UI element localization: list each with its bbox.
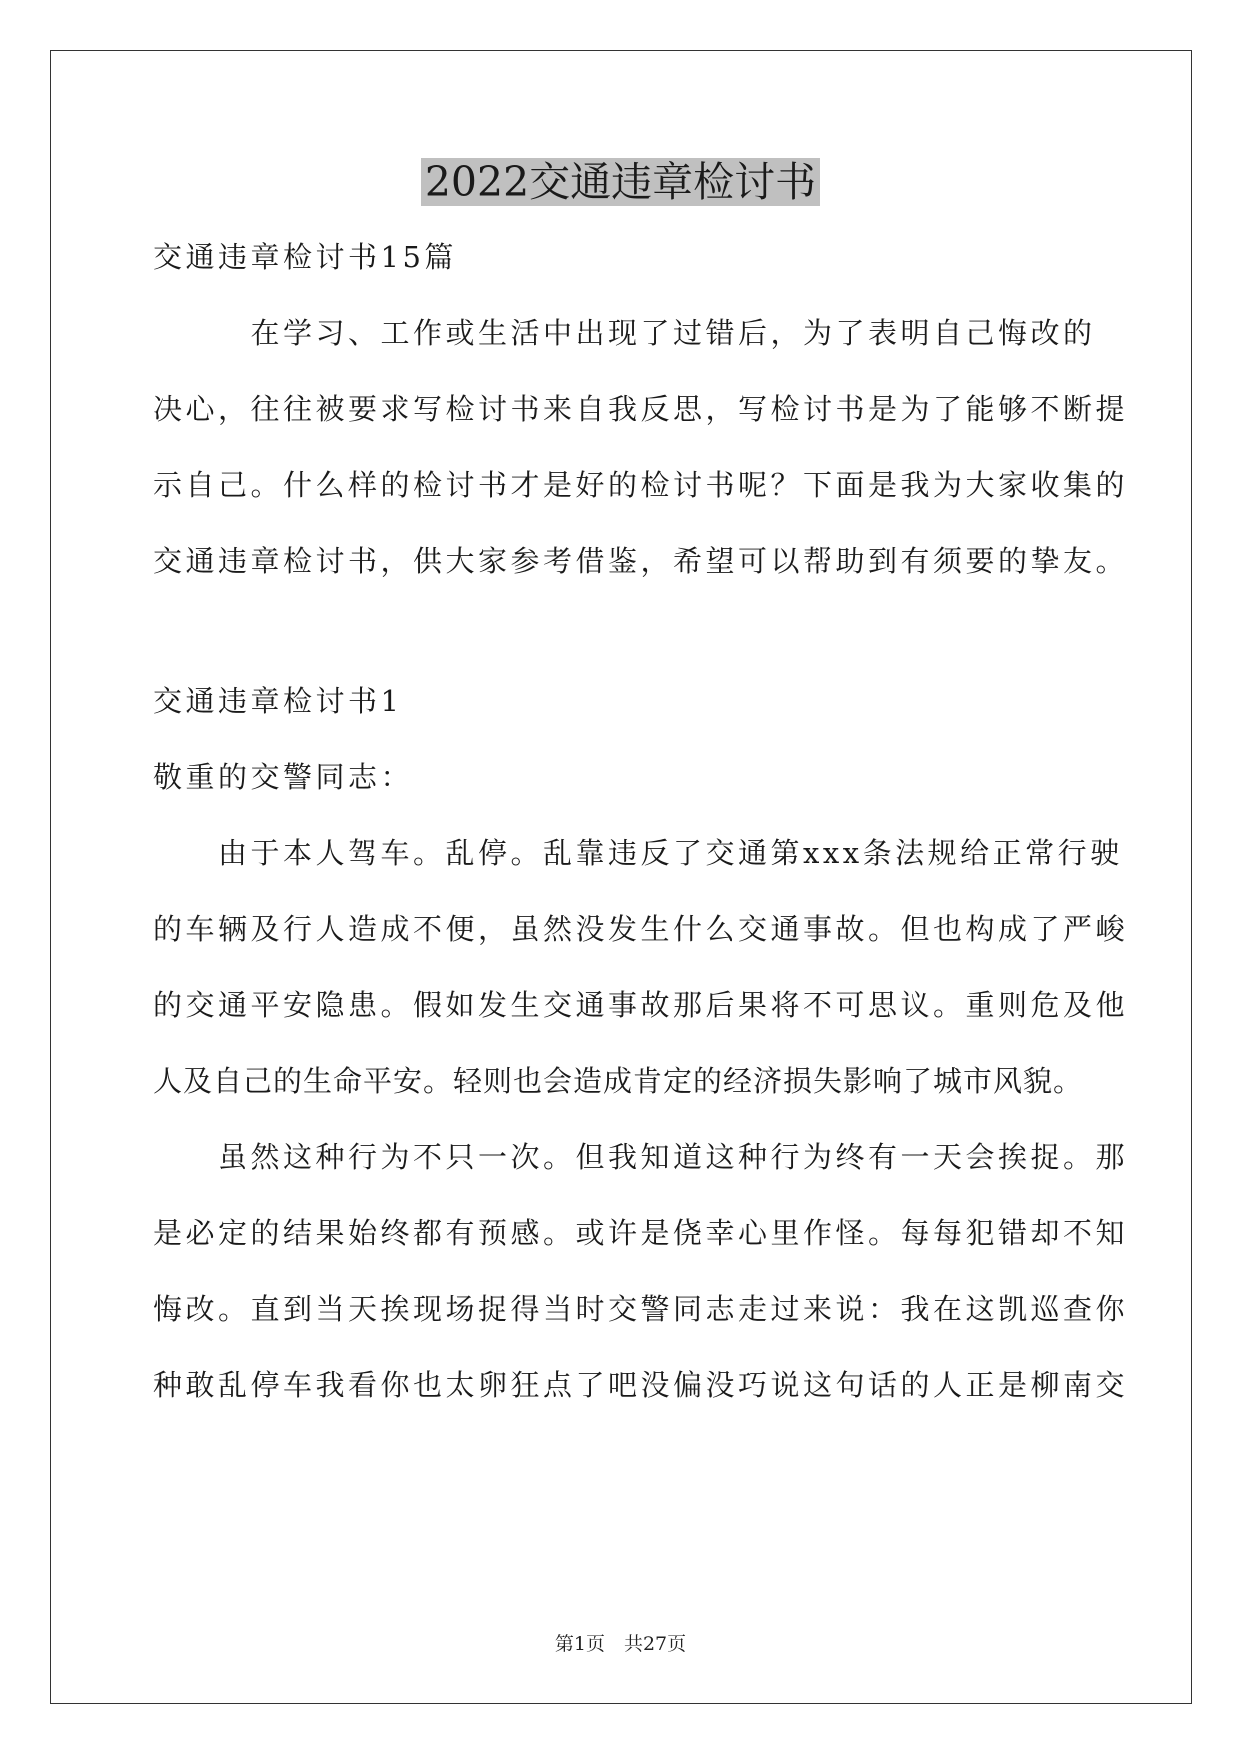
paragraph-line: 在学习、工作或生活中出现了过错后，为了表明自己悔改的 — [153, 316, 1096, 350]
paragraph-line: 是必定的结果始终都有预感。或许是侥幸心里作怪。每每犯错却不知 — [153, 1216, 1129, 1250]
paragraph-line: 决心，往往被要求写检讨书来自我反思，写检讨书是为了能够不断提 — [153, 392, 1129, 426]
document-title — [0, 152, 1241, 212]
paragraph-line: 悔改。直到当天挨现场捉得当时交警同志走过来说：我在这凯巡查你 — [153, 1292, 1129, 1326]
paragraph-line: 交通违章检讨书，供大家参考借鉴，希望可以帮助到有须要的挚友。 — [153, 544, 1129, 578]
paragraph-line: 虽然这种行为不只一次。但我知道这种行为终有一天会挨捉。那 — [153, 1140, 1129, 1174]
paragraph-line: 人及自己的生命平安。轻则也会造成肯定的经济损失影响了城市风貌。 — [153, 1064, 1084, 1098]
document-title-text: 2022交通违章检讨书 — [421, 158, 820, 206]
paragraph-line: 的交通平安隐患。假如发生交通事故那后果将不可思议。重则危及他 — [153, 988, 1129, 1022]
paragraph-line: 由于本人驾车。乱停。乱靠违反了交通第xxx条法规给正常行驶 — [153, 836, 1123, 870]
paragraph-line: 示自己。什么样的检讨书才是好的检讨书呢？下面是我为大家收集的 — [153, 468, 1129, 502]
subtitle-line: 交通违章检讨书15篇 — [153, 240, 457, 274]
page-border — [50, 50, 1192, 1704]
salutation-line: 敬重的交警同志： — [153, 760, 414, 794]
paragraph-line: 种敢乱停车我看你也太卵狂点了吧没偏没巧说这句话的人正是柳南交 — [153, 1368, 1129, 1402]
page-number-footer: 第1页 共27页 — [554, 1633, 687, 1655]
paragraph-line: 的车辆及行人造成不便，虽然没发生什么交通事故。但也构成了严峻 — [153, 912, 1129, 946]
section-heading: 交通违章检讨书1 — [153, 684, 403, 718]
